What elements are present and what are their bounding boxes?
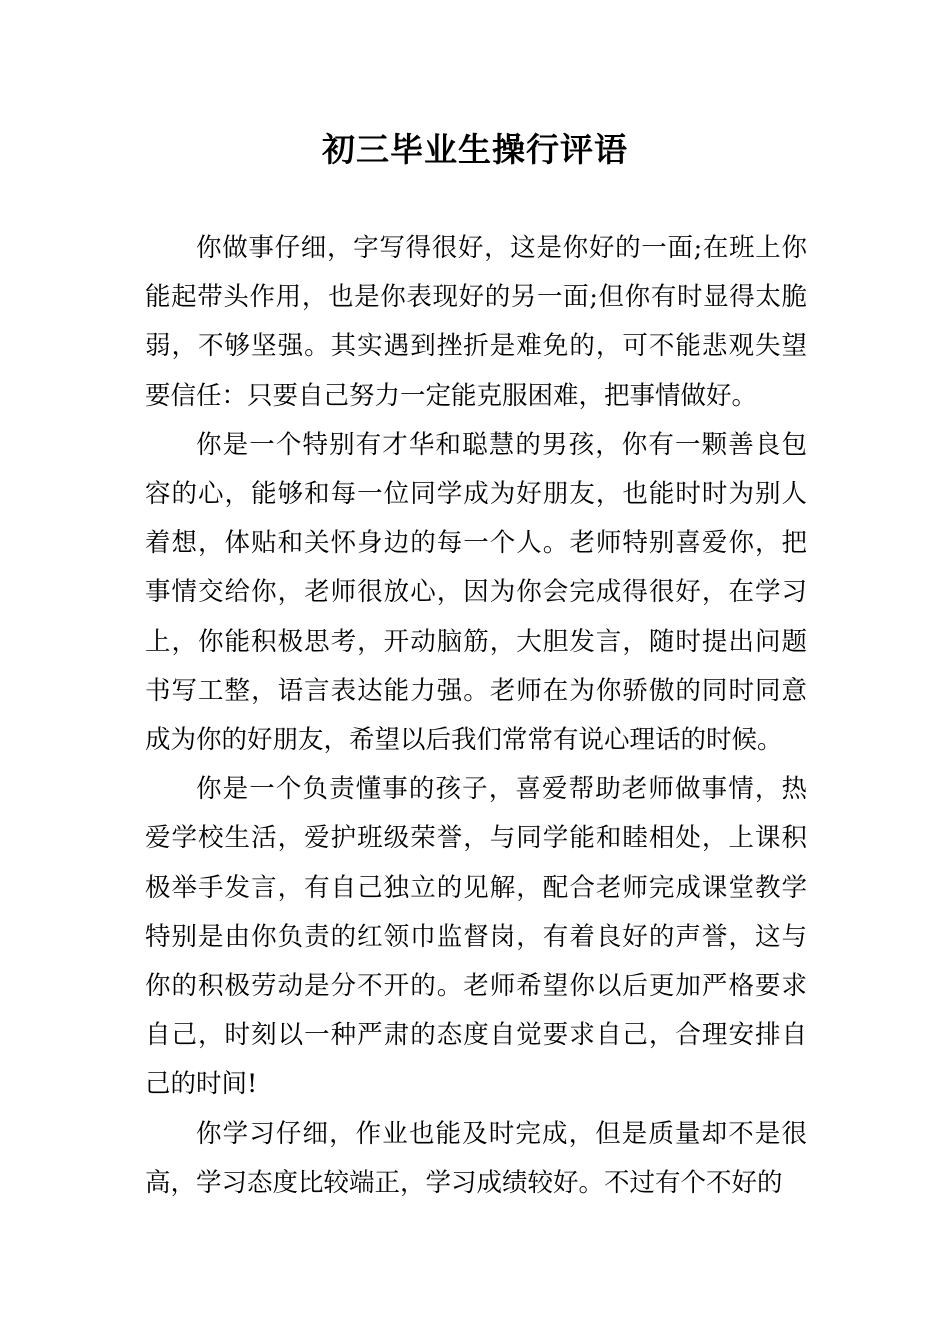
document-title: 初三毕业生操行评语 (322, 130, 628, 169)
paragraph-2: 你是一个特别有才华和聪慧的男孩，你有一颗善良包容的心，能够和每一位同学成为好朋友，也能时时为别人着想，体贴和关怀身边的每一个人。老师特别喜爱你，把事情交给你，老师很放心，因为你会完成得很好，在学习上，你能积极思考，开动脑筋，大胆发言，随时提出问题书写工整，语言表达能力强。老师在为你骄傲的同时同意成为你的好朋友，希望以后我们常常有说心理话的时候。 (145, 429, 807, 756)
paragraph-4: 你学习仔细，作业也能及时完成，但是质量却不是很高，学习态度比较端正，学习成绩较好。不过有个不好的 (145, 1118, 807, 1198)
paragraph-1: 你做事仔细，字写得很好，这是你好的一面;在班上你能起带头作用，也是你表现好的另一面;但你有时显得太脆弱，不够坚强。其实遇到挫折是难免的，可不能悲观失望要信任：只要自己努力一定能克服困难，把事情做好。 (145, 233, 807, 411)
paragraph-3: 你是一个负责懂事的孩子，喜爱帮助老师做事情，热爱学校生活，爱护班级荣誉，与同学能和睦相处，上课积极举手发言，有自己独立的见解，配合老师完成课堂教学特别是由你负责的红领巾监督岗，有着良好的声誉，这与你的积极劳动是分不开的。老师希望你以后更加严格要求自己，时刻以一种严肃的态度自觉要求自己，合理安排自己的时间! (145, 774, 807, 1100)
document-body (145, 224, 807, 1208)
